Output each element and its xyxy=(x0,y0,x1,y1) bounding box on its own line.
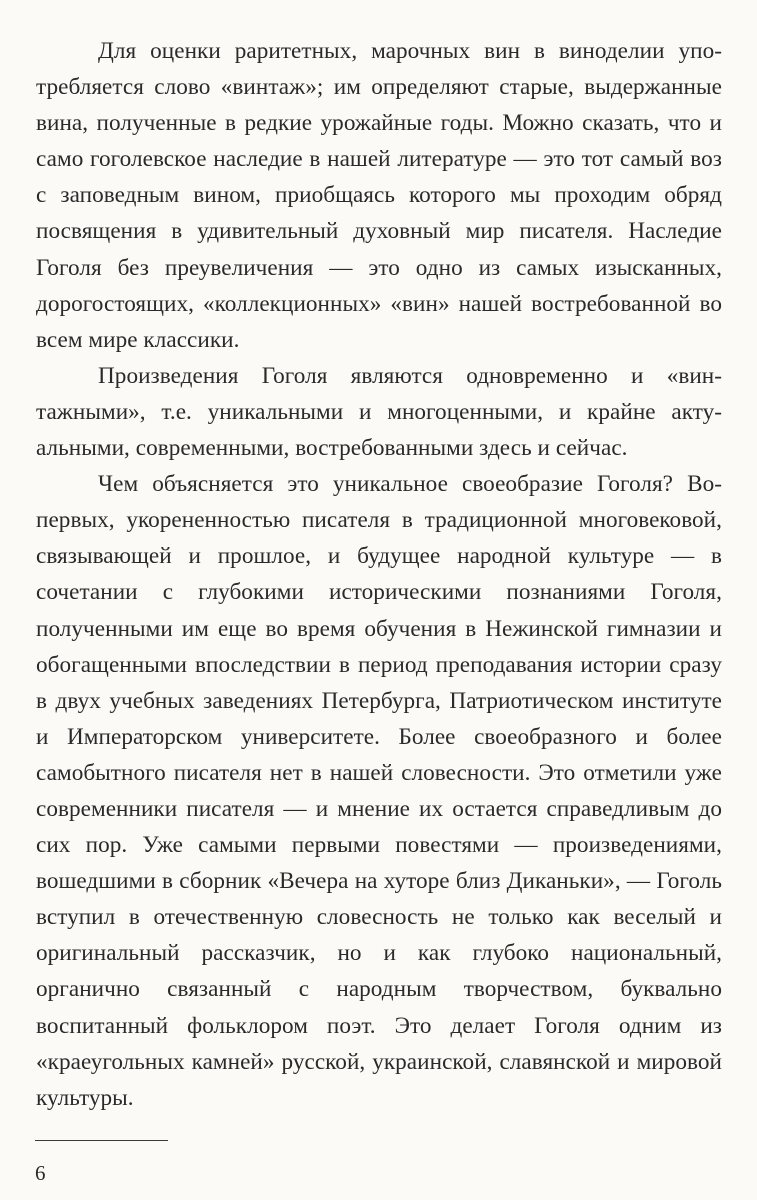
paragraph-originality: Чем объясняется это уникальное своеобразие Гоголя? Во-первых, укорененностью писателя в традиционной многовековой, связывающей и прошлое, и будущее народной культуре — в сочетании с глубокими историческими познаниями Гоголя, полученными им еще во время обучения в Нежинской гимназии и обогащенными впоследствии в период преподавания истории сразу в двух учебных заведениях Петербурга, Патриотическом институте и Императорском университете. Более своеобразного и более самобытного писателя нет в нашей словесности. Это отметили уже современники писателя — и мнение их остается справедливым до сих пор. Уже самыми первыми повестями — произведениями, вошедшими в сборник «Вечера на хуторе близ Диканьки», — Гоголь вступил в отечественную словесность не только как веселый и оригинальный рассказчик, но и как глубоко национальный, органично связанный с народным творчеством, буквально воспитанный фольклором поэт. Это делает Гоголя одним из «краеугольных камней» русской, украинской, славянской и мировой культуры. xyxy=(36,471,722,1111)
paragraph-gogol-works: Произведения Гоголя являются одновременно и «винтажными», т.е. уникальными и многоценными, и крайне актуальными, современными, востребованными здесь и сейчас. xyxy=(36,362,722,462)
footnote-divider xyxy=(35,1140,168,1141)
page-number: 6 xyxy=(35,1161,46,1185)
body-text xyxy=(36,33,722,1116)
paragraph-vintage: Для оценки раритетных, марочных вин в виноделии употребляется слово «винтаж»; им определяют старые, выдержанные вина, полученные в редкие урожайные годы. Можно сказать, что и само гоголевское наследие в нашей литературе — это тот самый воз с заповедным вином, приобщаясь которого мы проходим обряд посвящения в удивительный духовный мир писателя. Наследие Гоголя без преувеличения — это одно из самых изысканных, дорогостоящих, «коллекционных» «вин» нашей востребованной во всем мире классики. xyxy=(36,38,722,353)
